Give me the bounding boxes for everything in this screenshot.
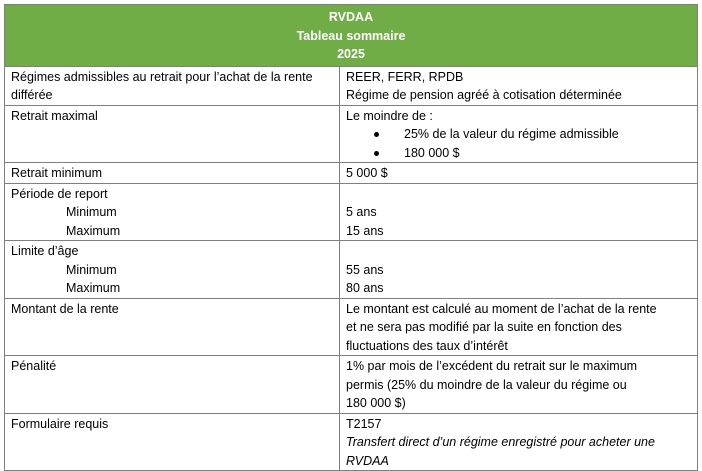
list-item: 180 000 $: [404, 144, 691, 163]
table-row: [5, 356, 698, 414]
table-year: 2025: [337, 47, 365, 61]
table-row: [5, 298, 698, 356]
table-header: [5, 5, 698, 67]
row-value-penalite: 1% par mois de l’excédent du retrait sur le maximum permis (25% du moindre de la valeur du régime ou 180 000 $): [340, 356, 698, 414]
table-row: [5, 183, 698, 241]
bullet-list: [346, 125, 691, 162]
table-row: [5, 241, 698, 299]
summary-table-container: [4, 4, 698, 471]
table-title: RVDAA: [328, 10, 374, 24]
row-label-retrait-max: Retrait maximal: [5, 105, 340, 163]
row-label-formulaire: Formulaire requis: [5, 413, 340, 471]
row-label-report: Période de report Minimum Maximum: [5, 183, 340, 241]
row-value-retrait-max: Le moindre de : 25% de la valeur du régime admissible 180 000 $: [340, 105, 698, 163]
row-value-report: 5 ans 15 ans: [340, 183, 698, 241]
row-label-regimes: Régimes admissibles au retrait pour l’achat de la rente différée: [5, 66, 340, 105]
table-row: [5, 105, 698, 163]
summary-table: [4, 4, 698, 471]
row-label-montant: Montant de la rente: [5, 298, 340, 356]
row-label-age: Limite d’âge Minimum Maximum: [5, 241, 340, 299]
row-value-retrait-min: 5 000 $: [340, 163, 698, 184]
table-header-row: [5, 5, 698, 67]
table-row: [5, 163, 698, 184]
row-value-montant: Le montant est calculé au moment de l’achat de la rente et ne sera pas modifié par la suite en fonction des fluctuations des taux d’intérêt: [340, 298, 698, 356]
row-label-penalite: Pénalité: [5, 356, 340, 414]
row-value-formulaire: T2157 Transfert direct d’un régime enregistré pour acheter une RVDAA: [340, 413, 698, 471]
table-row: [5, 66, 698, 105]
row-value-age: 55 ans 80 ans: [340, 241, 698, 299]
bullet-icon: [374, 151, 379, 156]
table-subtitle: Tableau sommaire: [296, 28, 406, 43]
table-row: [5, 413, 698, 471]
row-value-regimes: REER, FERR, RPDB Régime de pension agréé à cotisation déterminée: [340, 66, 698, 105]
row-label-retrait-min: Retrait minimum: [5, 163, 340, 184]
list-item: 25% de la valeur du régime admissible: [404, 125, 691, 144]
bullet-icon: [374, 132, 379, 137]
